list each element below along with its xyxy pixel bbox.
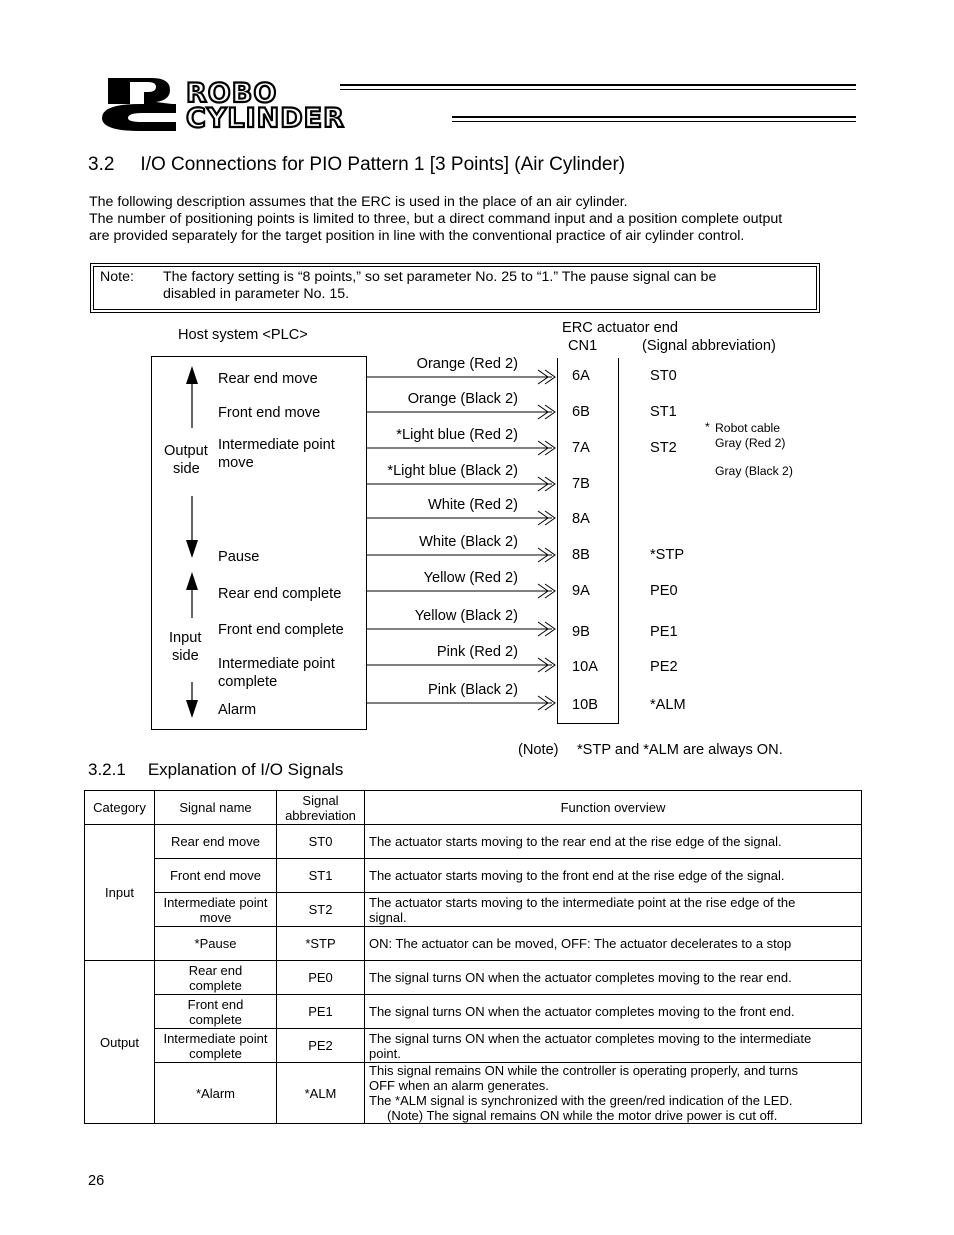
wire-color-label: White (Black 2) [419,534,518,550]
wire-color-label: Pink (Black 2) [427,682,518,698]
category-cell: Output [85,961,155,1124]
host-signal-pause: Pause [218,549,260,565]
connector-chevron-icon [545,584,555,598]
signal-abbreviation-label: PE2 [650,659,678,675]
host-signal-intermediate-move-1: Intermediate point [218,437,335,453]
robot-cable-star: * [705,420,710,434]
signal-name-cell: Front end move [155,859,277,893]
table-row [85,1029,862,1063]
input-down-arrow-icon [186,682,198,718]
signal-abbreviation-label: *STP [650,547,685,563]
function-overview-cell: The signal turns ON when the actuator completes moving to the rear end. [365,961,862,995]
intro-line-2: The number of positioning points is limited to three, but a direct command input and a position complete output [89,211,783,227]
function-overview-cell: The signal turns ON when the actuator completes moving to the intermediate point. [365,1029,862,1063]
header-signal-abbreviation [277,791,365,825]
signal-name-cell: *Alarm [155,1063,277,1124]
signal-abbreviation-label: ST0 [650,368,677,384]
wire-color-label: Yellow (Black 2) [414,608,518,624]
header-category: Category [85,791,155,825]
header-function-overview: Function overview [365,791,862,825]
cn1-pin-label: 9A [572,583,590,599]
connector-chevron-icon [545,477,555,491]
wire-color-label: Orange (Black 2) [407,391,518,407]
rc-logo [100,76,180,132]
cn1-pin-label: 7B [572,476,590,492]
signal-name-cell: Intermediate point complete [155,1029,277,1063]
connector-chevron-icon [545,405,555,419]
header-rule-bottom [452,116,856,122]
signal-abbreviation-cell: PE0 [277,961,365,995]
page-number: 26 [88,1173,105,1189]
connector-chevron-icon [538,548,548,562]
section-title [88,154,625,176]
output-side-label-2: side [173,461,200,477]
cn1-pin-label: 10A [572,659,598,675]
host-signal-intermediate-move-2: move [218,455,254,471]
signal-abbreviation-header: (Signal abbreviation) [642,338,776,354]
cn1-label: CN1 [568,338,598,354]
signal-abbreviation-cell: *STP [277,927,365,961]
connector-chevron-icon [545,658,555,672]
host-signal-front-end-move: Front end move [218,405,321,421]
table-row [85,1063,862,1124]
cn1-pin-label: 10B [572,697,598,713]
header-abbr-line-2: abbreviation [285,807,356,823]
io-signal-table [84,790,862,1124]
table-row [85,995,862,1029]
cn1-pin-label: 6B [572,404,590,420]
signal-name-cell: Intermediate point move [155,893,277,927]
wire-color-label: White (Red 2) [427,497,518,513]
cn1-pin-label: 9B [572,624,590,640]
connector-chevron-icon [538,584,548,598]
connector-chevron-icon [538,370,548,384]
signal-abbreviation-label: ST1 [650,404,677,420]
connector-chevron-icon [545,622,555,636]
table-header-row [85,791,862,825]
wire-color-label: *Light blue (Red 2) [396,427,518,443]
robot-cable-gray-red: Gray (Red 2) [715,436,786,450]
alarm-note-line: (Note) The signal remains ON while the motor drive power is cut off. [387,1108,778,1123]
note-line-2: disabled in parameter No. 15. [163,286,350,302]
wire-color-label: Pink (Red 2) [436,644,518,660]
cn1-pin-label: 8A [572,511,590,527]
connector-chevron-icon [538,622,548,636]
connector-chevron-icon [545,696,555,710]
intro-line-1: The following description assumes that the ERC is used in the place of an air cylinder. [89,194,628,210]
connector-chevron-icon [538,405,548,419]
host-system-title: Host system <PLC> [178,327,308,343]
signal-name-cell: Front end complete [155,995,277,1029]
robot-cable-title: Robot cable [715,421,781,435]
host-signal-intermediate-complete-1: Intermediate point [218,656,335,672]
output-down-arrow-icon [186,496,198,558]
section-number: 3.2 [88,154,115,175]
connector-chevron-icon [545,548,555,562]
diagram-footnote-text: *STP and *ALM are always ON. [577,742,783,758]
input-up-arrow-icon [186,572,198,618]
logo-word-cylinder: CYLINDER [186,103,345,134]
section-heading-text: I/O Connections for PIO Pattern 1 [3 Points] (Air Cylinder) [140,154,626,175]
note-label: Note: [100,269,134,285]
input-side-label-1: Input [169,630,202,646]
signal-abbreviation-label: *ALM [650,697,686,713]
function-overview-cell: ON: The actuator can be moved, OFF: The actuator decelerates to a stop [365,927,862,961]
host-signal-rear-end-complete: Rear end complete [218,586,342,602]
host-signal-front-end-complete: Front end complete [218,622,344,638]
signal-abbreviation-cell: ST2 [277,893,365,927]
connector-chevron-icon [538,658,548,672]
connector-chevron-icon [538,696,548,710]
logo-word-robo: ROBO [186,78,278,109]
header-rule-top [340,84,856,90]
signal-name-cell: Rear end move [155,825,277,859]
function-overview-cell: The actuator starts moving to the rear end at the rise edge of the signal. [365,825,862,859]
table-row [85,859,862,893]
intro-line-3: are provided separately for the target position in line with the conventional practice of air cylinder control. [89,228,745,244]
robot-cable-gray-black: Gray (Black 2) [715,464,793,478]
signal-abbreviation-cell: ST1 [277,859,365,893]
signal-abbreviation-cell: ST0 [277,825,365,859]
subsection-number: 3.2.1 [88,760,126,779]
direction-arrows [180,362,204,730]
subsection-title [88,760,343,780]
signal-abbreviation-label: PE0 [650,583,678,599]
diagram-footnote-label: (Note) [518,742,559,758]
function-overview-cell: The signal turns ON when the actuator completes moving to the front end. [365,995,862,1029]
connector-chevron-icon [538,441,548,455]
cn1-pin-label: 6A [572,368,590,384]
table-row [85,927,862,961]
connector-chevron-icon [538,477,548,491]
connector-chevron-icon [545,511,555,525]
erc-actuator-title: ERC actuator end [562,320,679,336]
function-overview-cell: This signal remains ON while the controller is operating properly, and turns OFF when an alarm generates. The *ALM signal is synchronized with the green/red indication of the LED. (Note) The signal remains ON while the motor drive power is cut off. [365,1063,862,1124]
header-abbr-line-1: Signal [302,792,339,808]
signal-abbreviation-label: PE1 [650,624,678,640]
cn1-pin-label: 7A [572,440,590,456]
subsection-heading-text: Explanation of I/O Signals [147,760,344,779]
wire-color-label: Yellow (Red 2) [423,570,518,586]
host-signal-alarm: Alarm [218,702,257,718]
connector-chevron-icon [545,441,555,455]
signal-abbreviation-cell: PE2 [277,1029,365,1063]
output-up-arrow-icon [186,366,198,428]
wire-color-label: Orange (Red 2) [416,356,518,372]
signal-abbreviation-label: ST2 [650,440,677,456]
signal-name-cell: *Pause [155,927,277,961]
host-signal-intermediate-complete-2: complete [218,674,278,690]
table-body [85,825,862,1124]
cn1-pin-label: 8B [572,547,590,563]
function-overview-cell: The actuator starts moving to the front end at the rise edge of the signal. [365,859,862,893]
input-side-label-2: side [172,648,199,664]
table-row [85,961,862,995]
signal-abbreviation-cell: *ALM [277,1063,365,1124]
connector-chevron-icon [545,370,555,384]
signal-abbreviation-cell: PE1 [277,995,365,1029]
wire-color-label: *Light blue (Black 2) [387,463,518,479]
function-overview-cell: The actuator starts moving to the intermediate point at the rise edge of the signal. [365,893,862,927]
host-signal-rear-end-move: Rear end move [218,371,318,387]
note-line-1: The factory setting is “8 points,” so set parameter No. 25 to “1.” The pause signal can be [163,269,717,285]
connector-chevron-icon [538,511,548,525]
table-row [85,825,862,859]
table-row [85,893,862,927]
category-cell: Input [85,825,155,961]
output-side-label-1: Output [164,443,208,459]
signal-name-cell: Rear end complete [155,961,277,995]
header-signal-name: Signal name [155,791,277,825]
